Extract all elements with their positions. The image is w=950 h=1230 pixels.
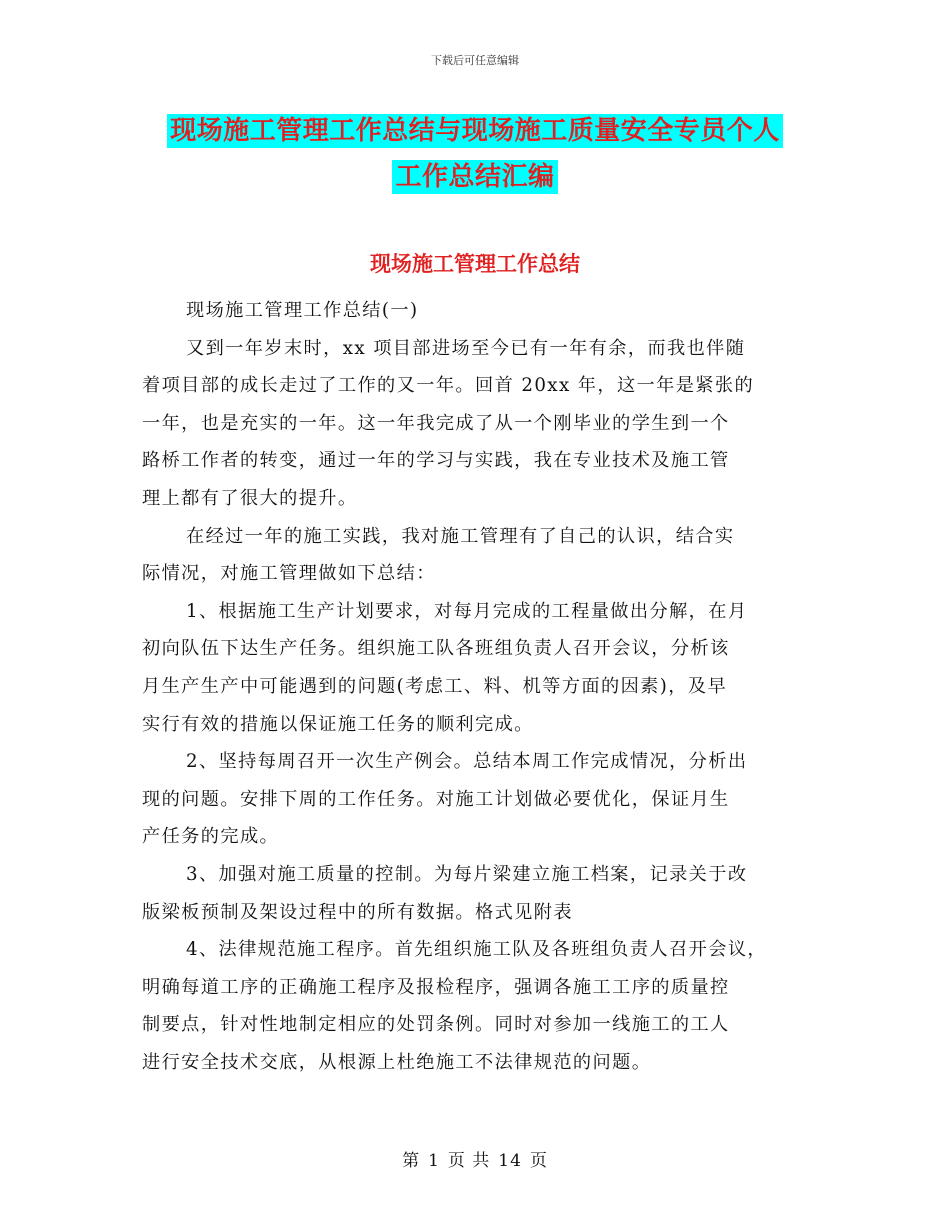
text-line: 在经过一年的施工实践，我对施工管理有了自己的认识，结合实 [186,525,735,547]
footer-middle: 页 共 [447,1151,491,1171]
section-title: 现场施工管理工作总结 [370,252,580,276]
text-line: 产任务的完成。 [142,826,280,848]
text-line: 1、根据施工生产计划要求，对每月完成的工程量做出分解，在月 [186,600,748,622]
footer-prefix: 第 [402,1151,421,1171]
document-title-line-2: 工作总结汇编 [392,160,557,194]
text-line: 际情况，对施工管理做如下总结： [142,563,436,585]
page-number: 1 [428,1151,440,1171]
document-title [0,108,950,200]
header-note: 下载后可任意编辑 [431,54,519,67]
text-line: 初向队伍下达生产任务。组织施工队各班组负责人召开会议，分析该 [142,638,730,660]
text-line: 明确每道工序的正确施工程序及报检程序，强调各施工工序的质量控 [142,976,730,998]
text-line: 4、法律规范施工程序。首先组织施工队及各班组负责人召开会议， [186,939,768,961]
text-line: 着项目部的成长走过了工作的又一年。回首 20xx 年，这一年是紧张的 [142,375,755,397]
paragraph-6 [142,931,814,1081]
text-line: 一年，也是充实的一年。这一年我完成了从一个刚毕业的学生到一个 [142,412,730,434]
text-line: 又到一年岁末时，xx 项目部进场至今已有一年有余，而我也伴随 [186,337,746,359]
footer-suffix: 页 [529,1151,548,1171]
paragraph-3 [142,593,814,743]
document-title-line-1: 现场施工管理工作总结与现场施工质量安全专员个人 [167,114,783,148]
text-line: 实行有效的措施以保证施工任务的顺利完成。 [142,713,534,735]
text-line: 版梁板预制及架设过程中的所有数据。格式见附表 [142,901,573,923]
paragraph-5 [142,856,814,931]
total-pages: 14 [498,1151,522,1171]
paragraph-4 [142,743,814,856]
paragraph-2 [142,518,814,593]
subheading: 现场施工管理工作总结(一) [186,300,419,321]
text-line: 进行安全技术交底，从根源上杜绝施工不法律规范的问题。 [142,1051,652,1073]
page-footer [0,1146,950,1171]
text-line: 制要点，针对性地制定相应的处罚条例。同时对参加一线施工的工人 [142,1014,730,1036]
text-line: 现的问题。安排下周的工作任务。对施工计划做必要优化，保证月生 [142,788,730,810]
paragraph-1 [142,330,814,518]
text-line: 2、坚持每周召开一次生产例会。总结本周工作完成情况，分析出 [186,751,748,773]
text-line: 3、加强对施工质量的控制。为每片梁建立施工档案，记录关于改 [186,863,748,885]
text-line: 月生产生产中可能遇到的问题(考虑工、料、机等方面的因素)，及早 [142,675,728,697]
document-body [142,292,814,1081]
text-line: 理上都有了很大的提升。 [142,487,358,509]
text-line: 路桥工作者的转变，通过一年的学习与实践，我在专业技术及施工管 [142,450,730,472]
